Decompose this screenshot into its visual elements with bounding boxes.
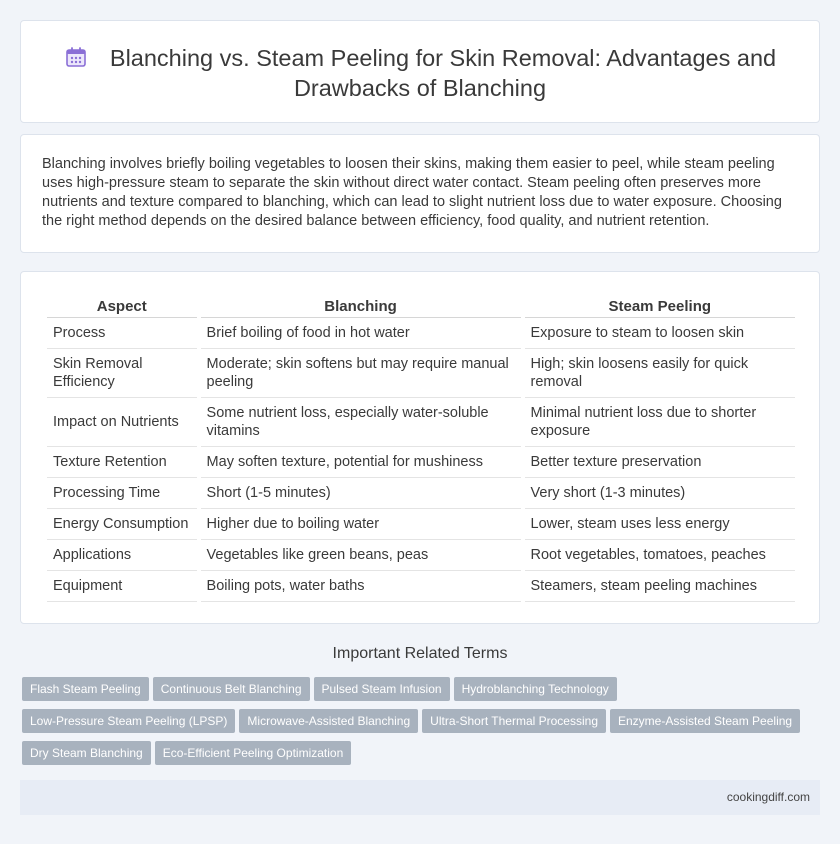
cell-steam-peeling: Lower, steam uses less energy	[525, 509, 795, 540]
related-terms-heading: Important Related Terms	[332, 645, 508, 662]
related-term-tag[interactable]: Pulsed Steam Infusion	[314, 677, 450, 701]
cell-aspect: Impact on Nutrients	[47, 398, 197, 447]
footer-site-link[interactable]: cookingdiff.com	[726, 790, 810, 804]
footer	[20, 780, 820, 815]
related-term-tag[interactable]: Continuous Belt Blanching	[153, 677, 310, 701]
cell-steam-peeling: Minimal nutrient loss due to shorter exposure	[525, 398, 795, 447]
related-term-tag[interactable]: Flash Steam Peeling	[22, 677, 149, 701]
cell-aspect: Skin Removal Efficiency	[47, 349, 197, 398]
cell-steam-peeling: Better texture preservation	[525, 447, 795, 478]
table-row	[47, 509, 795, 540]
cell-aspect: Applications	[47, 540, 197, 571]
header-steam-peeling: Steam Peeling	[525, 296, 795, 318]
table-row	[47, 571, 795, 602]
cell-aspect: Energy Consumption	[47, 509, 197, 540]
cell-aspect: Process	[47, 318, 197, 349]
related-terms-list	[22, 677, 812, 773]
cell-steam-peeling: High; skin loosens easily for quick removal	[525, 349, 795, 398]
cell-blanching: May soften texture, potential for mushiness	[201, 447, 521, 478]
header-aspect: Aspect	[47, 296, 197, 318]
table-row	[47, 447, 795, 478]
header-blanching: Blanching	[201, 296, 521, 318]
page-title	[21, 43, 819, 103]
table-row	[47, 478, 795, 509]
related-term-tag[interactable]: Dry Steam Blanching	[22, 741, 151, 765]
cell-blanching: Vegetables like green beans, peas	[201, 540, 521, 571]
table-row	[47, 540, 795, 571]
cell-blanching: Short (1-5 minutes)	[201, 478, 521, 509]
page-title-text: Blanching vs. Steam Peeling for Skin Removal: Advantages and Drawbacks of Blanching	[109, 45, 777, 101]
cell-blanching: Brief boiling of food in hot water	[201, 318, 521, 349]
cell-blanching: Some nutrient loss, especially water-soluble vitamins	[201, 398, 521, 447]
related-term-tag[interactable]: Eco-Efficient Peeling Optimization	[155, 741, 352, 765]
comparison-table-card	[20, 271, 820, 624]
related-term-tag[interactable]: Microwave-Assisted Blanching	[239, 709, 418, 733]
related-term-tag[interactable]: Enzyme-Assisted Steam Peeling	[610, 709, 800, 733]
table-row	[47, 349, 795, 398]
cell-aspect: Processing Time	[47, 478, 197, 509]
calendar-icon	[64, 45, 88, 69]
cell-steam-peeling: Very short (1-3 minutes)	[525, 478, 795, 509]
related-term-tag[interactable]: Ultra-Short Thermal Processing	[422, 709, 606, 733]
related-term-tag[interactable]: Hydroblanching Technology	[454, 677, 617, 701]
intro-paragraph: Blanching involves briefly boiling vegetables to loosen their skins, making them easier to peel, while steam peeling uses high-pressure steam to separate the skin without direct water contact. Steam peeling often preserves more nutrients and texture compared to blanching, which can lead to slight nutrient loss due to water exposure. Choosing the right method depends on the desired balance between efficiency, food quality, and nutrient retention.	[42, 156, 782, 229]
related-term-tag[interactable]: Low-Pressure Steam Peeling (LPSP)	[22, 709, 235, 733]
cell-blanching: Boiling pots, water baths	[201, 571, 521, 602]
title-card	[20, 20, 820, 123]
cell-aspect: Equipment	[47, 571, 197, 602]
cell-steam-peeling: Steamers, steam peeling machines	[525, 571, 795, 602]
cell-blanching: Moderate; skin softens but may require manual peeling	[201, 349, 521, 398]
table-row	[47, 318, 795, 349]
cell-blanching: Higher due to boiling water	[201, 509, 521, 540]
cell-aspect: Texture Retention	[47, 447, 197, 478]
cell-steam-peeling: Root vegetables, tomatoes, peaches	[525, 540, 795, 571]
intro-card	[20, 134, 820, 253]
cell-steam-peeling: Exposure to steam to loosen skin	[525, 318, 795, 349]
table-row	[47, 398, 795, 447]
comparison-table	[43, 296, 799, 602]
